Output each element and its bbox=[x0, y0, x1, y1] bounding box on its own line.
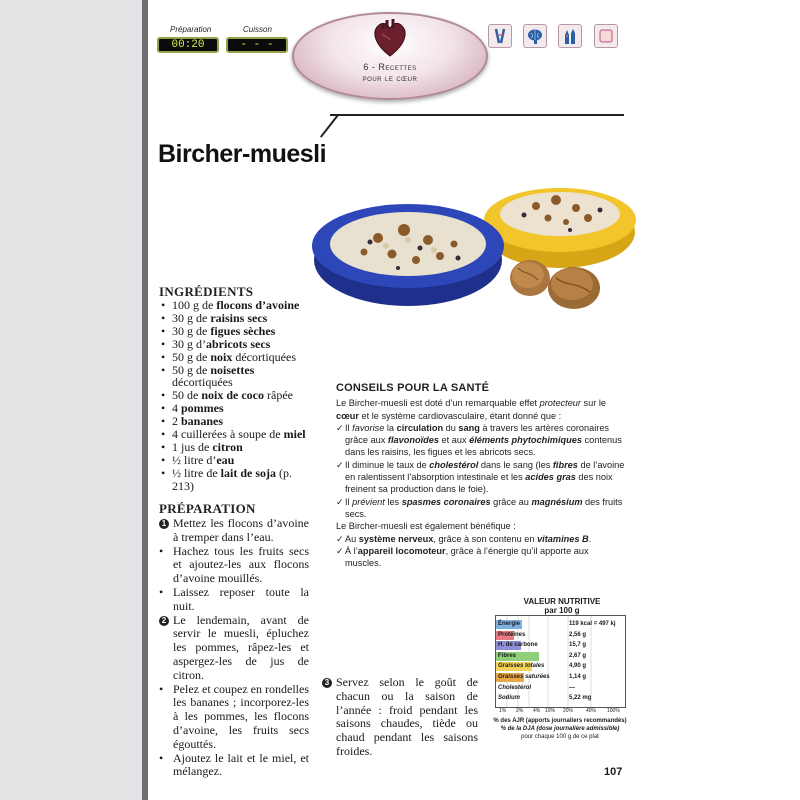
nutrition-label: Fibres bbox=[498, 652, 517, 659]
ingredient-item: • 4 cuillerées à soupe de miel bbox=[160, 428, 316, 441]
nutrition-label: Protéines bbox=[498, 631, 526, 638]
nutrition-footnote bbox=[490, 717, 630, 741]
cook-time-display: - - - bbox=[226, 37, 288, 53]
footnote-dja: % de la DJA (dose journalière admissible) bbox=[500, 726, 620, 732]
chapter-line2: pour le cœur bbox=[362, 73, 418, 83]
scale-tick: 20% bbox=[563, 708, 574, 714]
step-3-block bbox=[322, 676, 478, 759]
health-point: ✓ À l’appareil locomoteur, grâce à l’énergie qu’il apporte aux muscles. bbox=[336, 545, 589, 569]
hands-icon bbox=[558, 24, 582, 48]
nutrition-scale bbox=[495, 708, 626, 716]
nutrition-label: Cholestérol bbox=[498, 684, 532, 691]
health-intro: Le Bircher-muesli est doté d’un remarquable effet protecteur sur le cœur et le système cardiovasculaire, étant donné que : bbox=[336, 398, 607, 421]
title-rule-angle bbox=[320, 114, 339, 137]
health-point: ✓ Il diminue le taux de cholestérol dans le sang (les fibres de l’avoine en ralentissent l’absorption intestinale et les acides gras des noix freinent sa production dans le foie). bbox=[336, 459, 625, 495]
nutrition-row bbox=[496, 631, 625, 640]
scale-tick: 1% bbox=[499, 708, 507, 714]
ingredient-item: • 1 jus de citron bbox=[160, 441, 316, 454]
ingredient-item: • 30 g de raisins secs bbox=[160, 312, 316, 325]
health-also: Le Bircher-muesli est également bénéfique : bbox=[336, 521, 516, 532]
health-point: ✓ Au système nerveux, grâce à son contenu en vitamines B. bbox=[336, 533, 592, 544]
step-1-sub: • Laissez reposer toute la nuit. bbox=[159, 584, 309, 613]
preparation-steps bbox=[159, 517, 309, 779]
scale-tick: 10% bbox=[545, 708, 556, 714]
ingredient-item: • 50 g de noix décortiquées bbox=[160, 351, 316, 364]
preparation-heading: PRÉPARATION bbox=[159, 501, 256, 516]
ingredient-item: • 30 g de figues sèches bbox=[160, 325, 316, 338]
step-number: 2 bbox=[159, 616, 169, 626]
nutrition-label: Sodium bbox=[498, 695, 520, 702]
nutrition-title bbox=[506, 597, 618, 615]
step-2: 2 Le lendemain, avant de servir le muesli, épluchez les pommes, râpez-les et aspergez-les de jus de citron. bbox=[159, 614, 309, 683]
chapter-label bbox=[320, 62, 460, 84]
step-2-sub: • Pelez et coupez en rondelles les bananes ; incorporez-les à les pommes, les flocons d’avoine, les fruits secs égouttés. bbox=[159, 681, 309, 751]
footnote-ajr: % des AJR (apports journaliers recommandés) bbox=[493, 718, 627, 724]
legs-icon bbox=[488, 24, 512, 48]
nutrition-label: Énergie bbox=[498, 621, 521, 627]
scale-tick: 100% bbox=[607, 708, 620, 714]
ingredient-item: • 30 g d’abricots secs bbox=[160, 338, 316, 351]
ingredient-item: • 100 g de flocons d’avoine bbox=[160, 299, 316, 312]
nutrition-value: 1,14 g bbox=[569, 674, 587, 680]
step-1-sub: • Hachez tous les fruits secs et ajoutez-les aux flocons d’avoine mouillés. bbox=[159, 543, 309, 586]
title-rule bbox=[330, 114, 624, 116]
prep-time-display: 00:20 bbox=[157, 37, 219, 53]
health-point: ✓ Il prévient les spasmes coronaires grâce au magnésium des fruits secs. bbox=[336, 496, 623, 519]
footnote-per100: pour chaque 100 g de ce plat bbox=[521, 734, 599, 740]
scale-tick: 40% bbox=[586, 708, 597, 714]
ingredient-item: • ½ litre de lait de soja (p. 213) bbox=[160, 467, 316, 493]
nutrition-value: 5,22 mg bbox=[569, 695, 592, 702]
step-number: 1 bbox=[159, 519, 169, 529]
nutrition-row bbox=[496, 694, 625, 703]
nutrition-value: 119 kcal = 497 kj bbox=[569, 621, 616, 627]
ingredients-list bbox=[160, 299, 316, 493]
brain-icon bbox=[523, 24, 547, 48]
nutrition-title-line1: VALEUR NUTRITIVE bbox=[523, 597, 601, 606]
chapter-line1: 6 - Recettes bbox=[363, 62, 417, 72]
step-number: 3 bbox=[322, 678, 332, 688]
nutrition-value: 4,90 g bbox=[569, 663, 587, 670]
nutrition-row bbox=[496, 673, 625, 682]
nutrition-row bbox=[496, 662, 625, 671]
nutrition-title-line2: par 100 g bbox=[544, 606, 580, 615]
page-gutter bbox=[142, 0, 148, 800]
muesli-photo bbox=[308, 160, 638, 325]
prep-label: Préparation bbox=[170, 25, 212, 34]
health-point: ✓ Il favorise la circulation du sang à travers les artères coronaires grâce aux flavonoïdes et aux éléments phytochimiques contenus dans les raisins, les figues et les abricots secs. bbox=[336, 422, 622, 458]
ingredient-item: • 2 bananes bbox=[160, 415, 316, 428]
nutrition-row bbox=[496, 652, 625, 661]
scale-tick: 4% bbox=[533, 708, 541, 714]
health-tips bbox=[336, 382, 626, 569]
nutrition-label: Graisses totales bbox=[498, 663, 545, 670]
step-2-sub: • Ajoutez le lait et le miel, et mélangez. bbox=[159, 750, 309, 779]
nutrition-table bbox=[495, 615, 626, 708]
cook-label: Cuisson bbox=[243, 25, 272, 34]
ingredients-heading: INGRÉDIENTS bbox=[159, 284, 254, 299]
nutrition-value: 2,56 g bbox=[569, 631, 587, 638]
nutrition-row bbox=[496, 684, 625, 693]
kidney-icon bbox=[594, 24, 618, 48]
nutrition-value: 15,7 g bbox=[569, 642, 587, 649]
page-number: 107 bbox=[604, 766, 623, 778]
page-edge bbox=[0, 0, 142, 800]
heart-icon bbox=[370, 16, 410, 60]
page-title: Bircher-muesli bbox=[158, 140, 327, 168]
nutrition-row bbox=[496, 641, 625, 650]
scale-tick: 2% bbox=[516, 708, 524, 714]
ingredient-item: • 50 de noix de coco râpée bbox=[160, 389, 316, 402]
nutrition-value: — bbox=[569, 684, 575, 691]
nutrition-value: 2,67 g bbox=[569, 652, 587, 659]
ingredient-item: • ½ litre d’eau bbox=[160, 454, 316, 467]
nutrition-label: H. de carbone bbox=[498, 642, 538, 649]
step-1: 1 Mettez les flocons d’avoine à tremper dans l’eau. bbox=[159, 517, 309, 545]
ingredient-item: • 4 pommes bbox=[160, 402, 316, 415]
nutrition-label: Graisses saturées bbox=[498, 674, 550, 680]
step-3: 3 Servez selon le goût de chacun ou la saison de l’année : froid pendant les saisons chaudes, tiède ou chaud pendant les saisons froides. bbox=[322, 676, 478, 759]
health-heading: CONSEILS POUR LA SANTÉ bbox=[336, 382, 490, 394]
nutrition-row bbox=[496, 620, 625, 629]
ingredient-item: • 50 g de noisettes décortiquées bbox=[160, 364, 316, 390]
